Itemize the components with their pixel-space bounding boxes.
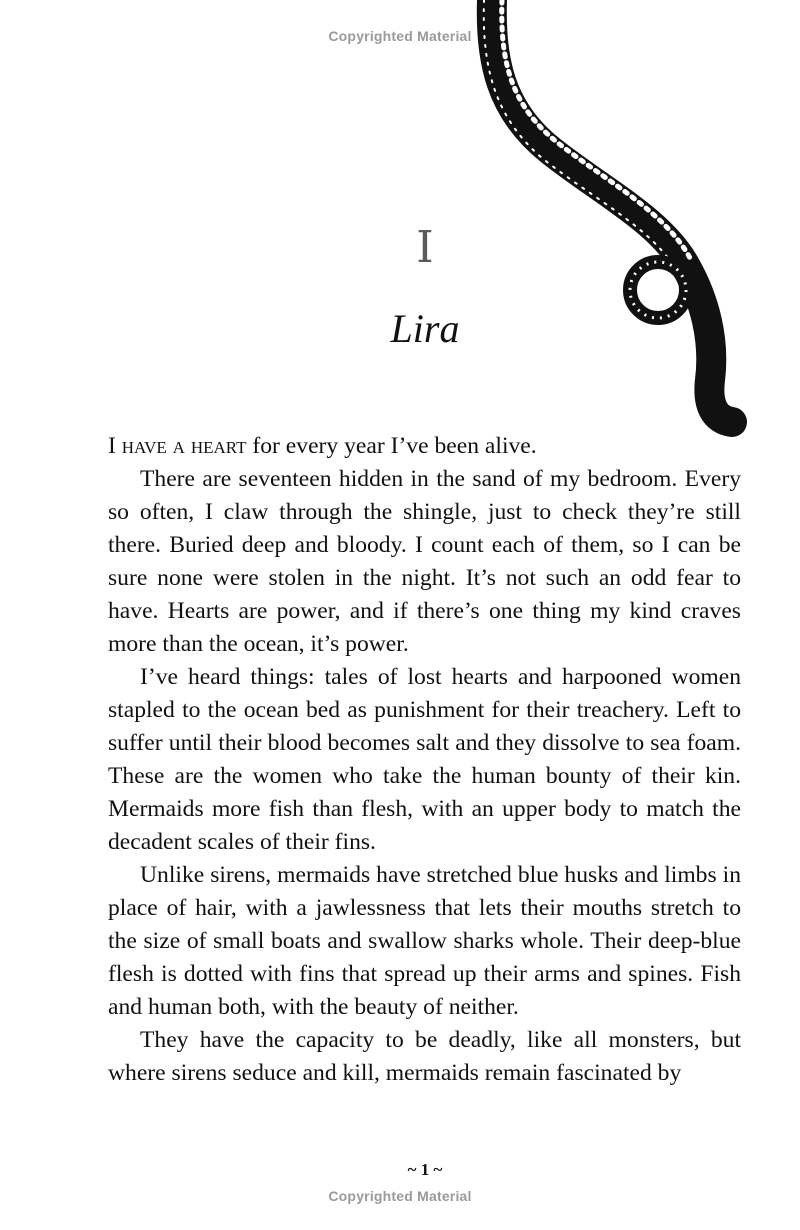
opening-smallcaps: I have a heart bbox=[108, 433, 247, 459]
chapter-number: I bbox=[416, 222, 434, 273]
copyright-watermark-bottom: Copyrighted Material bbox=[328, 1188, 472, 1204]
opening-paragraph bbox=[108, 430, 741, 463]
paragraph: There are seventeen hidden in the sand of my bedroom. Every so often, I claw through the shingle, just to check they’re still there. Buried deep and bloody. I count each of them, so I can be sure none were stolen in the night. It’s not such an odd fear to have. Hearts are power, and if there’s one thing my kind craves more than the ocean, it’s power. bbox=[108, 466, 741, 657]
page-number: ~ 1 ~ bbox=[407, 1160, 443, 1179]
opening-rest: for every year I’ve been alive. bbox=[246, 433, 537, 459]
copyright-watermark-top: Copyrighted Material bbox=[328, 28, 472, 44]
tentacle-illustration-icon bbox=[470, 0, 750, 440]
chapter-body bbox=[108, 430, 741, 1090]
paragraph: They have the capacity to be deadly, like all monsters, but where sirens seduce and kill, mermaids remain fascinated by bbox=[108, 1027, 741, 1086]
paragraph: Unlike sirens, mermaids have stretched blue husks and limbs in place of hair, with a jawlessness that lets their mouths stretch to the size of small boats and swallow sharks whole. Their deep-blue flesh is dotted with fins that spread up their arms and spines. Fish and human both, with the beauty of neither. bbox=[108, 862, 741, 1020]
chapter-title: Lira bbox=[390, 306, 460, 351]
paragraph: I’ve heard things: tales of lost hearts and harpooned women stapled to the ocean bed as punishment for their treachery. Left to suffer until their blood becomes salt and they dissolve to sea foam. These are the women who take the human bounty of their kin. Mermaids more fish than flesh, with an upper body to match the decadent scales of their fins. bbox=[108, 664, 741, 855]
